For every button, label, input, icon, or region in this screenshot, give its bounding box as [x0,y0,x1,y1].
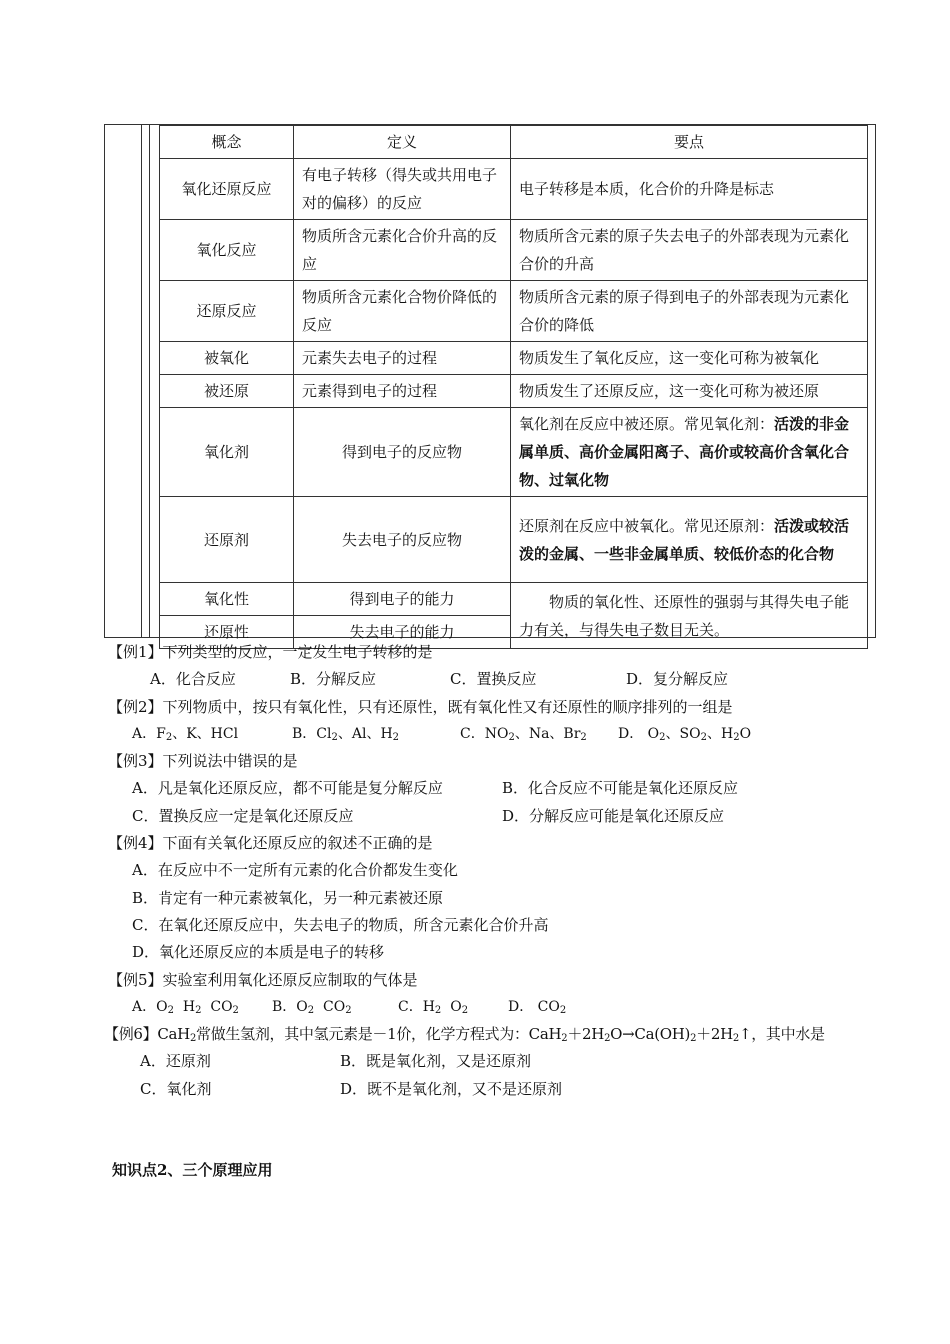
option-c: C．氧化剂 [140,1079,212,1098]
table-row [160,375,868,408]
question-text: 【例3】下列说法中错误的是 [108,752,298,771]
definition-cell: 物质所含元素化合价升高的反应 [294,220,511,281]
option-b: B．$Cl_2$、Al、$H_2$ [292,725,400,743]
frame-divider [141,125,142,637]
table-row [160,583,868,616]
options-row [108,1048,888,1075]
table-header-row [160,126,868,159]
option-d: D．分解反应可能是氧化还原反应 [502,806,725,825]
frame-divider [149,125,150,637]
concept-cell: 被氧化 [160,342,294,375]
table-row [160,281,868,342]
header-cell: 定义 [294,126,511,159]
question-text: 【例4】下面有关氧化还原反应的叙述不正确的是 [108,834,433,853]
definition-cell: 元素失去电子的过程 [294,342,511,375]
option-d: D．既不是氧化剂，又不是还原剂 [340,1079,563,1098]
concept-cell: 被还原 [160,375,294,408]
section-heading: 知识点2、三个原理应用 [112,1161,273,1179]
concept-cell: 氧化性 [160,583,294,616]
table-row [160,220,868,281]
options-row [108,803,888,830]
option-d: D． $O_2$、$SO_2$、$H_2O$ [618,725,752,743]
header-cell: 概念 [160,126,294,159]
option-b: B．$O_2$ $CO_2$ [272,998,352,1016]
definition-cell: 物质所含元素化合物价降低的反应 [294,281,511,342]
definition-cell: 失去电子的反应物 [294,497,511,583]
option-b: B．化合反应不可能是氧化还原反应 [502,779,739,798]
options-row [108,994,888,1021]
concept-cell: 氧化还原反应 [160,159,294,220]
option-c: C．$H_2$ $O_2$ [398,998,469,1016]
definition-cell: 得到电子的能力 [294,583,511,616]
option-d: D．氧化还原反应的本质是电子的转移 [132,943,385,962]
option-a: A．在反应中不一定所有元素的化合价都发生变化 [132,861,458,880]
concept-cell: 氧化剂 [160,408,294,497]
option-a: A．化合反应 [150,670,236,689]
point-cell [511,497,868,583]
question-text: 【例2】下列物质中，按只有氧化性，只有还原性，既有氧化性又有还原性的顺序排列的一组是 [108,697,733,716]
table-row [160,159,868,220]
options-row [108,666,888,693]
options-row [108,1076,888,1103]
question-text: 【例6】CaH$_2$常做生氢剂，其中氢元素是－1价，化学方程式为：$CaH_2+2H_2O\to Ca(OH)_2+2H_2↑$，其中水是 [104,1025,825,1045]
concept-cell: 氧化反应 [160,220,294,281]
options-row [108,721,888,748]
header-cell: 要点 [511,126,868,159]
option-c: C．置换反应 [450,670,537,689]
option-b: B．肯定有一种元素被氧化，另一种元素被还原 [132,888,444,907]
option-a: A．$O_2$ $H_2$ $CO_2$ [132,998,239,1016]
point-cell [511,408,868,497]
point-cell: 物质发生了氧化反应，这一变化可称为被氧化 [511,342,868,375]
concept-cell: 还原性 [160,616,294,649]
definition-cell: 元素得到电子的过程 [294,375,511,408]
examples-section [104,639,888,1103]
table-row [160,408,868,497]
point-cell: 物质所含元素的原子得到电子的外部表现为元素化合价的降低 [511,281,868,342]
concept-cell: 还原剂 [160,497,294,583]
options-row [108,775,888,802]
point-bold-text: 活泼或较活泼的金属、一些非金属单质、较低价态的化合物 [519,516,850,563]
option-c: C．$NO_2$、Na、$Br_2$ [460,725,587,743]
concept-table [159,125,868,649]
question-text: 【例1】下列类型的反应，一定发生电子转移的是 [108,643,433,661]
point-text: 氧化剂在反应中被还原。常见氧化剂： [519,415,775,433]
option-a: A．凡是氧化还原反应，都不可能是复分解反应 [132,779,443,798]
point-cell: 电子转移是本质，化合价的升降是标志 [511,159,868,220]
option-a: A．$F_2$、K、HCl [132,725,239,743]
option-d: D． $CO_2$ [508,998,567,1016]
option-c: C．置换反应一定是氧化还原反应 [132,806,354,825]
option-b: B．既是氧化剂，又是还原剂 [340,1052,532,1071]
table-row [160,497,868,583]
definition-cell: 有电子转移（得失或共用电子对的偏移）的反应 [294,159,511,220]
definition-cell: 得到电子的反应物 [294,408,511,497]
option-c: C．在氧化还原反应中，失去电子的物质，所含元素化合价升高 [132,915,549,934]
table-row [160,342,868,375]
definition-cell: 失去电子的能力 [294,616,511,649]
question-text: 【例5】实验室利用氧化还原反应制取的气体是 [108,970,418,989]
shared-point-cell: 物质的氧化性、还原性的强弱与其得失电子能力有关，与得失电子数目无关。 [511,583,868,649]
option-a: A．还原剂 [140,1052,211,1071]
concept-cell: 还原反应 [160,281,294,342]
point-cell: 物质发生了还原反应，这一变化可称为被还原 [511,375,868,408]
point-bold-text: 活泼的非金属单质、高价金属阳离子、高价或较高价含氧化合物、过氧化物 [519,415,850,489]
point-text: 还原剂在反应中被氧化。常见还原剂： [519,516,775,535]
option-b: B．分解反应 [290,670,377,689]
point-cell: 物质所含元素的原子失去电子的外部表现为元素化合价的升高 [511,220,868,281]
option-d: D．复分解反应 [626,670,729,689]
